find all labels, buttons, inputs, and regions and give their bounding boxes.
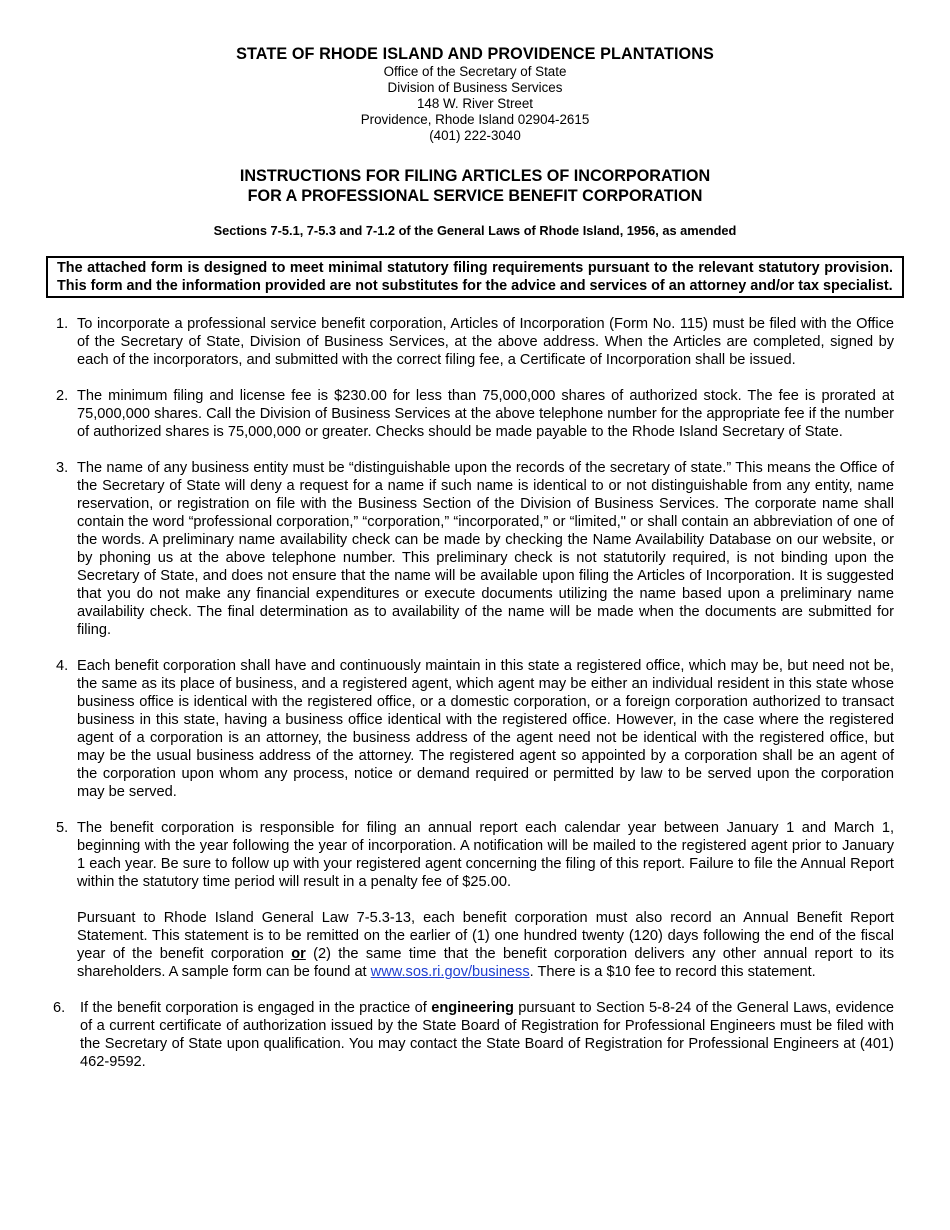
disclaimer-box: The attached form is designed to meet minimal statutory filing requirements pursuant to the relevant statutory provision. This form and the information provided are not substitutes for the advice and services of an attorney and/or tax specialist. <box>46 256 904 298</box>
title-line-1: INSTRUCTIONS FOR FILING ARTICLES OF INCORPORATION <box>239 167 711 185</box>
sos-business-link[interactable]: www.sos.ri.gov/business <box>370 964 530 980</box>
instruction-item-3 <box>56 459 894 639</box>
division-name: Division of Business Services <box>387 80 563 95</box>
letterhead <box>0 44 950 144</box>
instruction-item-6 <box>53 999 894 1071</box>
instruction-item-2 <box>56 387 894 441</box>
item-text: Each benefit corporation shall have and continuously maintain in this state a registered office, which may be, but need not be, the same as its place of business, and a registered agent, which agent may be either an individual resident in this state whose business office is identical with the registered office, or a domestic corporation, or a foreign corporation authorized to transact business in this state, having a business office identical with the registered office. However, in the case where the registered agent of a corporation is an attorney, the business address of the agent need not be identical with the registered office, but may be the usual business address of the attorney. The registered agent so appointed by a corporation shall be an agent of the corporation upon whom any process, notice or demand required or permitted by law to be served upon the corporation may be served. <box>77 658 894 800</box>
emphasis-or: or <box>291 946 306 962</box>
item-number: 4. <box>56 658 69 674</box>
item-text: The name of any business entity must be “distinguishable upon the records of the secretary of state.” This means the Office of the Secretary of State will deny a request for a name if such name is identical to or not distinguishable from any entity, name reservation, or registration on file with the Business Section of the Division of Business Services. The corporate name shall contain the word “professional corporation,” “corporation,” “incorporated,” or “limited," or shall contain an abbreviation of one of the words. A preliminary name availability check can be made by checking the Name Availability Database on our website, or by phoning us at the above telephone number. This preliminary check is not statutorily required, is not binding upon the Secretary of State, and does not ensure that the name will be available upon filing the Articles of Incorporation. It is suggested that you do not make any financial expenditures or execute documents utilizing the name based upon a preliminary name availability check. The final determination as to availability of the name will be made when the documents are submitted for filing. <box>77 460 894 638</box>
emphasis-engineering: engineering <box>431 1000 514 1016</box>
item-number: 2. <box>56 388 69 404</box>
paragraph-text: . There is a $10 fee to record this statement. <box>529 964 816 980</box>
instruction-item-1 <box>56 315 894 369</box>
item-text: The minimum filing and license fee is $230.00 for less than 75,000,000 shares of authorized stock. The fee is prorated at 75,000,000 shares. Call the Division of Business Services at the above telephone number for the appropriate fee if the number of authorized shares is 75,000,000 or greater. Checks should be made payable to the Rhode Island Secretary of State. <box>77 388 894 440</box>
item-number: 5. <box>56 820 69 836</box>
paragraph-text: (2) the same time that the benefit corporation delivers any other annual report to its shareholders. A sample form can be found at <box>77 946 894 980</box>
item-text: To incorporate a professional service benefit corporation, Articles of Incorporation (Form No. 115) must be filed with the Office of the Secretary of State, Division of Business Services, at the above address. When the Articles are completed, signed by each of the incorporators, and submitted with the correct filing fee, a Certificate of Incorporation shall be issued. <box>77 316 894 368</box>
paragraph-text: If the benefit corporation is engaged in the practice of <box>80 1000 432 1016</box>
document-title <box>0 166 950 206</box>
phone-number: (401) 222-3040 <box>429 128 521 143</box>
title-line-2: FOR A PROFESSIONAL SERVICE BENEFIT CORPORATION <box>247 187 703 205</box>
item-number: 6. <box>53 1000 66 1016</box>
instruction-list <box>53 315 894 1071</box>
item-text: The benefit corporation is responsible for filing an annual report each calendar year between January 1 and March 1, beginning with the year following the year of incorporation. A notification will be mailed to the registered agent prior to January 1 each year. Be sure to follow up with your registered agent concerning the filing of this report. Failure to file the Annual Report within the statutory time period will result in a penalty fee of $25.00. <box>77 820 894 890</box>
street-address: 148 W. River Street <box>416 96 534 111</box>
item-number: 3. <box>56 460 69 476</box>
annual-benefit-report-paragraph <box>77 909 894 981</box>
state-title: STATE OF RHODE ISLAND AND PROVIDENCE PLANTATIONS <box>236 45 714 63</box>
statute-citation: Sections 7-5.1, 7-5.3 and 7-1.2 of the General Laws of Rhode Island, 1956, as amended <box>213 223 737 238</box>
office-name: Office of the Secretary of State <box>383 64 567 79</box>
item-text <box>80 999 894 1071</box>
instruction-item-5 <box>56 819 894 981</box>
city-address: Providence, Rhode Island 02904-2615 <box>360 112 590 127</box>
paragraph-text: pursuant to Section 5-8-24 of the General Laws, evidence of a current certificate of authorization issued by the State Board of Registration for Professional Engineers must be filed with the Secretary of State upon qualification. You may contact the State Board of Registration for Professional Engineers at (401) 462-9592. <box>80 1000 894 1070</box>
instruction-item-4 <box>56 657 894 801</box>
paragraph-text: Pursuant to Rhode Island General Law 7-5.3-13, each benefit corporation must also record an Annual Benefit Report Statement. This statement is to be remitted on the earlier of (1) one hundred twenty (120) days following the end of the fiscal year of the benefit corporation <box>77 910 894 962</box>
item-number: 1. <box>56 316 69 332</box>
